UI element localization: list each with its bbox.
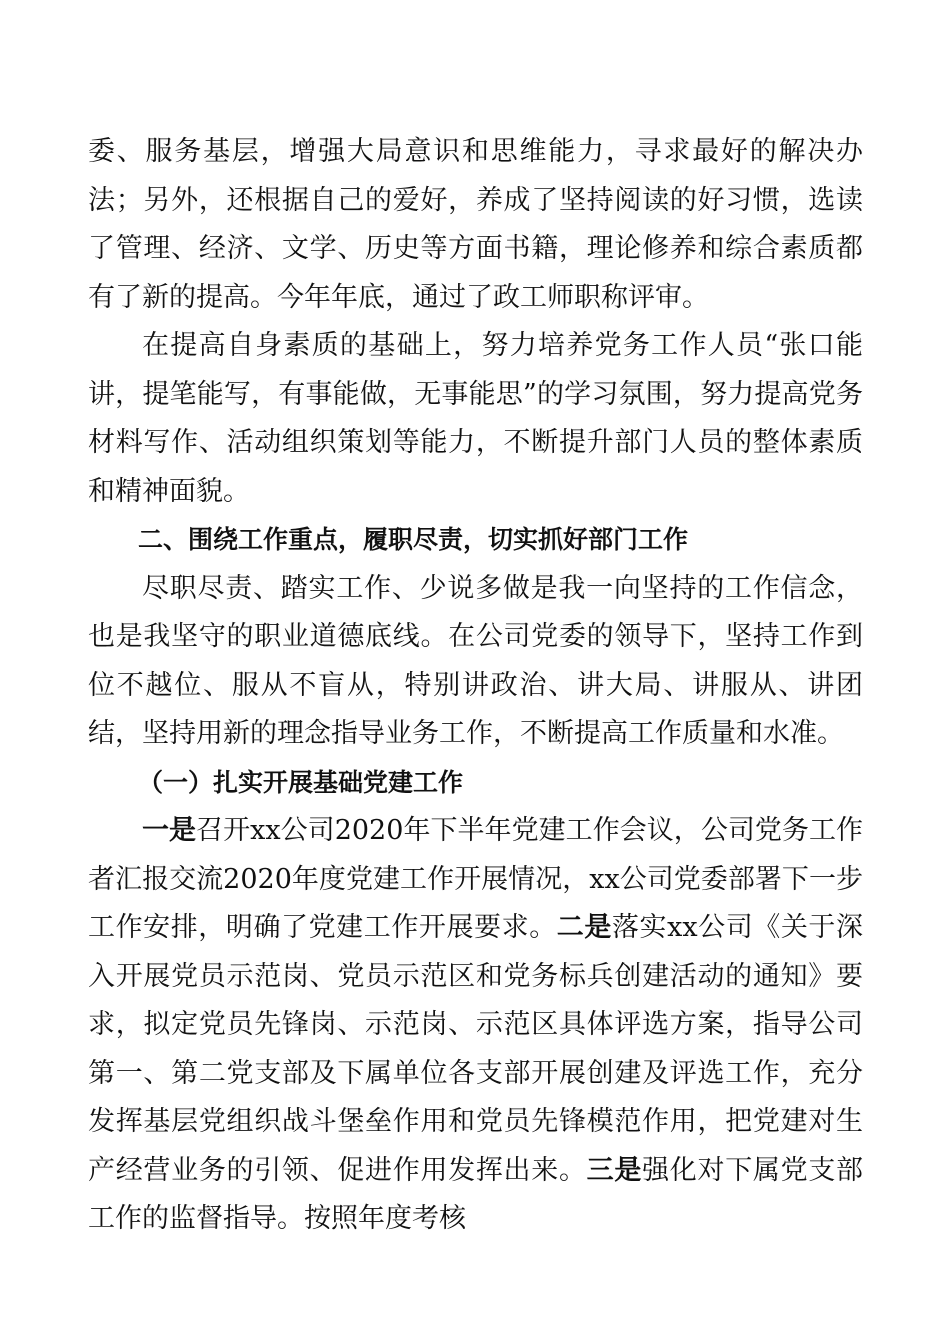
text-first: 召开xx公司2020年下半年党建工作会议，公司党务工作者汇报交流2020年度党建工作开展情况，xx公司党委部署下一步工作安排，明确了党建工作开展要求。 [88, 815, 864, 943]
document-page [88, 128, 863, 1244]
paragraph-staff-training: 在提高自身素质的基础上，努力培养党务工作人员“张口能讲，提笔能写，有事能做，无事能思”的学习氛围，努力提高党务材料写作、活动组织策划等能力，不断提升部门人员的整体素质和精神面貌。 [88, 330, 863, 507]
section-heading-2: 二、围绕工作重点，履职尽责，切实抓好部门工作 [138, 525, 689, 554]
lead-first: 一是 [142, 815, 197, 846]
lead-third: 三是 [586, 1154, 643, 1186]
paragraph-party-building [88, 807, 863, 1244]
paragraph-self-improvement: 委、服务基层，增强大局意识和思维能力，寻求最好的解决办法；另外，还根据自己的爱好，养成了坚持阅读的好习惯，选读了管理、经济、文学、历史等方面书籍，理论修养和综合素质都有了新的提高。今年年底，通过了政工师职称评审。 [88, 136, 863, 313]
text-second: 落实xx公司《关于深入开展党员示范岗、党员示范区和党务标兵创建活动的通知》要求，拟定党员先锋岗、示范岗、示范区具体评选方案，指导公司第一、第二党支部及下属单位各支部开展创建及评选工作，充分发挥基层党组织战斗堡垒作用和党员先锋模范作用，把党建对生产经营业务的引领、促进作用发挥出来。 [88, 912, 863, 1186]
lead-second: 二是 [556, 912, 612, 943]
paragraph-work-attitude: 尽职尽责、踏实工作、少说多做是我一向坚持的工作信念，也是我坚守的职业道德底线。在公司党委的领导下，坚持工作到位不越位、服从不盲从，特别讲政治、讲大局、讲服从、讲团结，坚持用新的理念指导业务工作，不断提高工作质量和水准。 [88, 572, 863, 749]
subsection-heading-1: （一）扎实开展基础党建工作 [138, 767, 464, 797]
text-third: 强化对下属党支部工作的监督指导。按照年度考核 [88, 1154, 864, 1234]
